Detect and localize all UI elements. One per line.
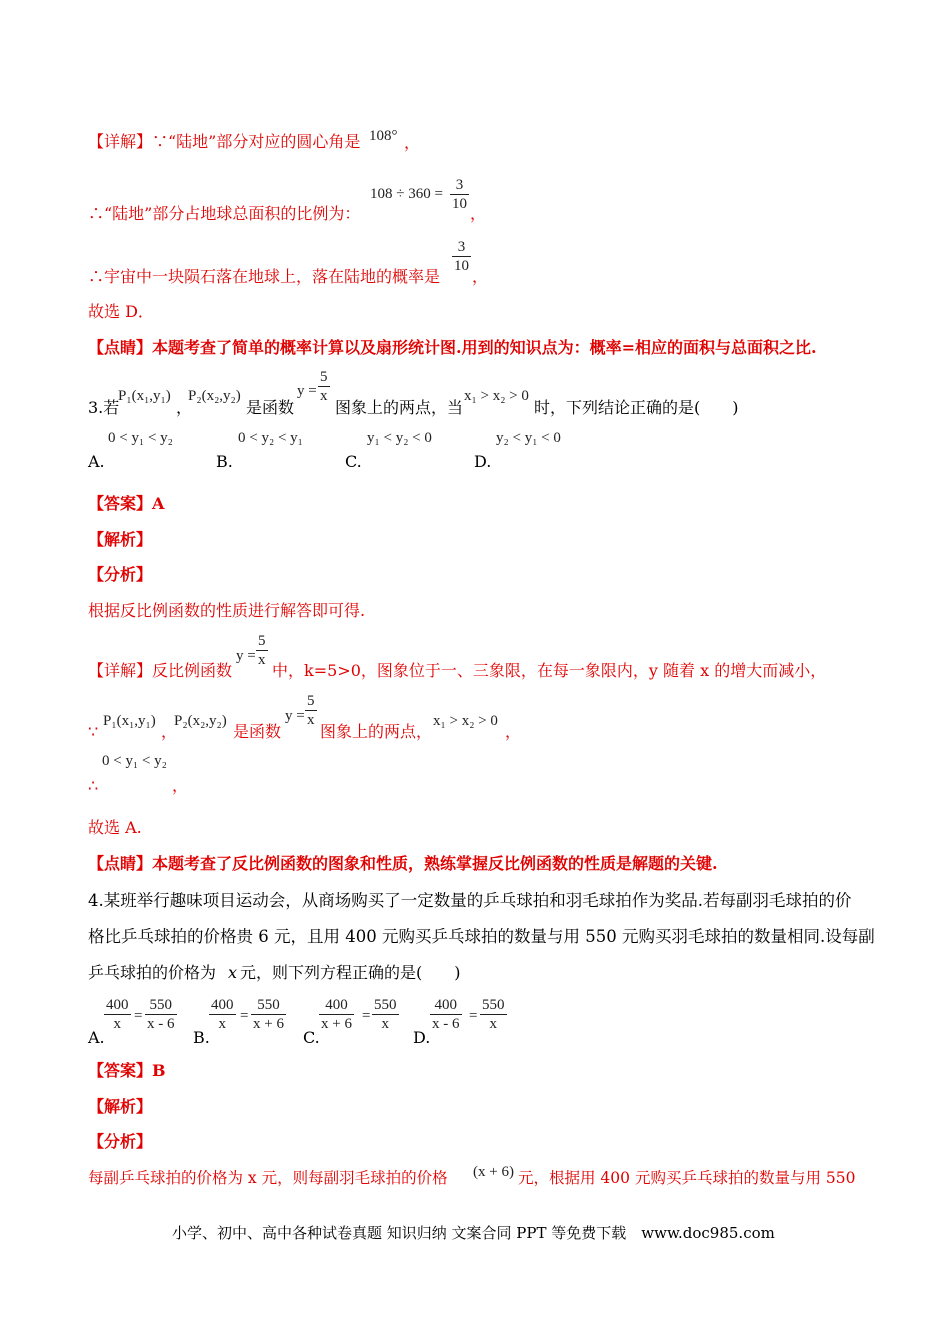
comma: ， [470, 204, 487, 223]
option-b-label: B. [216, 452, 233, 471]
option-c-rhs [372, 996, 399, 1033]
comma: ， [404, 133, 421, 152]
fraction-denominator: x + 6 [321, 1016, 352, 1032]
q4-line-3b: 元，则下列方程正确的是( ) [240, 963, 461, 982]
detail-3-line-2b: 图象上的两点， [320, 722, 433, 741]
option-a-rhs [145, 996, 177, 1033]
fraction-denominator: 10 [452, 196, 467, 212]
analysis-4: 【解析】 [88, 1097, 153, 1116]
reasoning-3-text: 根据反比例函数的性质进行解答即可得. [88, 601, 366, 620]
fraction-denominator: x [489, 1016, 497, 1032]
probability-fraction [452, 238, 471, 275]
function-y: y = [297, 383, 317, 399]
option-a-math: 0 < y₁ < y₂ [108, 430, 173, 446]
q3-text-1: 是函数 [246, 398, 295, 417]
option-a-label: A. [88, 1028, 105, 1047]
option-a-lhs [104, 996, 131, 1033]
comma: ， [176, 398, 193, 417]
angle-math: 108° [369, 128, 398, 144]
point-p2: P₂(x₂,y₂) [188, 388, 241, 404]
fraction-numerator: 400 [211, 997, 234, 1013]
fraction-denominator: x [113, 1016, 121, 1032]
option-a-label: A. [88, 452, 105, 471]
option-d-label: D. [474, 452, 492, 471]
price-math: (x + 6) [473, 1164, 514, 1180]
point-note-2: 【点睛】本题考查了简单的概率计算以及扇形统计图.用到的知识点为：概率=相应的面积与总面积之比. [88, 338, 817, 357]
fraction-numerator: 3 [450, 176, 469, 195]
fraction-numerator: 3 [452, 238, 471, 257]
function-fraction [318, 368, 330, 405]
condition-math: x₁ > x₂ > 0 [433, 713, 498, 729]
point-p1: P₁(x₁,y₁) [103, 713, 156, 729]
equals-sign: = [469, 1008, 478, 1024]
point-p2: P₂(x₂,y₂) [174, 713, 227, 729]
fraction-denominator: x + 6 [253, 1016, 284, 1032]
option-d-label: D. [413, 1028, 431, 1047]
because-symbol: ∵ [88, 722, 99, 741]
detail-line-1: 【详解】∵“陆地”部分对应的圆心角是 [88, 132, 361, 151]
fraction-numerator: 550 [374, 997, 397, 1013]
fraction-numerator: 400 [106, 997, 129, 1013]
fraction-numerator: 5 [320, 369, 328, 385]
option-b-rhs [251, 996, 286, 1033]
choose-d: 故选 D． [88, 302, 154, 321]
equals-sign: = [240, 1008, 249, 1024]
fraction-numerator: 550 [482, 997, 505, 1013]
detail-line-3: ∴宇宙中一块陨石落在地球上，落在陆地的概率是 [88, 267, 441, 286]
comma: ， [172, 776, 189, 795]
option-c-label: C. [303, 1028, 320, 1047]
fraction-denominator: x [320, 388, 328, 404]
variable-x: x [228, 963, 238, 982]
fraction-denominator: x - 6 [432, 1016, 460, 1032]
function-y: y = [236, 648, 256, 664]
ratio-math: 108 ÷ 360 = [370, 186, 443, 202]
option-d-lhs [430, 996, 462, 1033]
q3-text-2: 图象上的两点，当 [335, 398, 464, 417]
fraction-numerator: 400 [319, 996, 354, 1015]
ratio-fraction [450, 176, 469, 213]
comma: ， [472, 267, 489, 286]
reasoning-3: 【分析】 [88, 565, 153, 584]
q4-line-3a: 乒乓球拍的价格为 [88, 963, 217, 982]
analysis-3: 【解析】 [88, 530, 153, 549]
fraction-denominator: x - 6 [147, 1016, 175, 1032]
point-note-3: 【点睛】本题考查了反比例函数的图象和性质，熟练掌握反比例函数的性质是解题的关键. [88, 854, 718, 873]
function-fraction [256, 632, 268, 669]
page-footer: 小学、初中、高中各种试卷真题 知识归纳 文案合同 PPT 等免费下载 www.doc985.com [172, 1224, 775, 1242]
point-p1: P₁(x₁,y₁) [118, 388, 171, 404]
option-b-math: 0 < y₂ < y₁ [238, 430, 303, 446]
q3-text-3: 时，下列结论正确的是( ) [534, 398, 739, 417]
detail-3-line-1b: 中，k=5>0，图象位于一、三象限，在每一象限内，y 随着 x 的增大而减小， [272, 661, 827, 680]
fraction-numerator: 5 [307, 693, 315, 709]
option-c-lhs [319, 996, 354, 1033]
reasoning-4-text-b: 元，根据用 400 元购买乒乓球拍的数量与用 550 [518, 1169, 856, 1187]
comma: ， [505, 722, 522, 741]
option-b-lhs [209, 996, 236, 1033]
conclusion-math: 0 < y₁ < y₂ [102, 753, 167, 769]
option-d-rhs [480, 996, 507, 1033]
comma: ， [161, 722, 178, 741]
q4-line-1: 4.某班举行趣味项目运动会，从商场购买了一定数量的乒乓球拍和羽毛球拍作为奖品.若每副羽毛球拍的价 [88, 891, 852, 910]
fraction-denominator: 10 [454, 258, 469, 274]
option-c-math: y₁ < y₂ < 0 [367, 430, 432, 446]
fraction-numerator: 550 [145, 996, 177, 1015]
function-y: y = [285, 708, 305, 724]
fraction-denominator: x [381, 1016, 389, 1032]
detail-3-line-1a: 【详解】反比例函数 [88, 661, 233, 680]
fraction-denominator: x [258, 652, 266, 668]
answer-4: 【答案】B [88, 1061, 166, 1080]
therefore-symbol: ∴ [88, 776, 99, 795]
choose-a: 故选 A. [88, 818, 142, 837]
equals-sign: = [362, 1008, 371, 1024]
function-fraction [305, 692, 317, 729]
answer-3: 【答案】A [88, 494, 165, 513]
detail-line-2: ∴“陆地”部分占地球总面积的比例为： [88, 204, 361, 223]
fraction-numerator: 5 [258, 633, 266, 649]
reasoning-4-text-a: 每副乒乓球拍的价格为 x 元，则每副羽毛球拍的价格 [88, 1169, 448, 1187]
option-c-label: C. [345, 452, 362, 471]
condition-math: x₁ > x₂ > 0 [464, 388, 529, 404]
fraction-denominator: x [218, 1016, 226, 1032]
reasoning-4: 【分析】 [88, 1132, 153, 1151]
detail-3-line-2a: 是函数 [233, 722, 282, 741]
option-d-math: y₂ < y₁ < 0 [496, 430, 561, 446]
fraction-numerator: 550 [251, 996, 286, 1015]
q4-line-2: 格比乒乓球拍的价格贵 6 元，且用 400 元购买乒乓球拍的数量与用 550 元购买羽毛球拍的数量相同.设每副 [88, 927, 875, 946]
q3-intro: 3.若 [88, 398, 120, 417]
option-b-label: B. [193, 1028, 210, 1047]
equals-sign: = [134, 1008, 143, 1024]
fraction-denominator: x [307, 712, 315, 728]
fraction-numerator: 400 [430, 996, 462, 1015]
